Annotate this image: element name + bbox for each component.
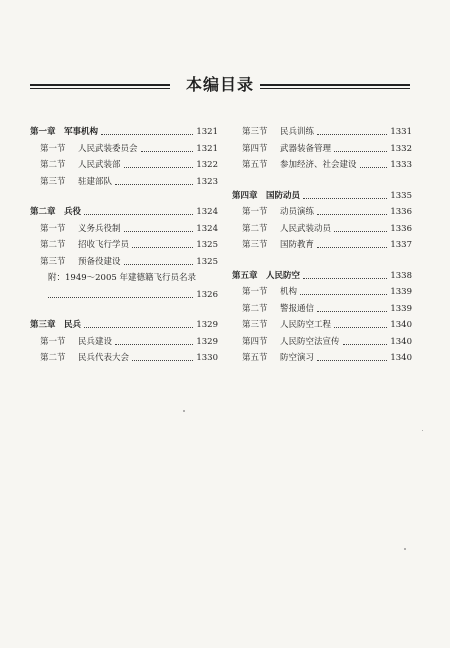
section-entry[interactable] — [232, 301, 412, 318]
page-number: 1340 — [390, 320, 412, 330]
section-title: 人民武装委员会 — [78, 143, 138, 154]
section-entry[interactable] — [232, 124, 412, 141]
appendix-title: 附：1949～2005 年建德籍飞行员名录 — [48, 273, 196, 283]
page-number: 1340 — [390, 336, 412, 347]
section-title: 警报通信 — [280, 303, 315, 314]
leader-dots — [317, 359, 387, 361]
section-title: 国防教育 — [280, 240, 315, 250]
leader-dots — [317, 246, 387, 248]
chapter-title: 国防动员 — [266, 190, 301, 201]
section-number: 第三节 — [40, 176, 66, 187]
chapter-block — [30, 124, 218, 190]
leader-dots — [343, 343, 388, 345]
section-number: 第一节 — [242, 207, 268, 217]
chapter-entry[interactable] — [30, 124, 218, 141]
chapter-title: 兵役 — [64, 207, 82, 217]
chapter-title: 人民防空 — [266, 270, 301, 281]
leader-dots — [303, 197, 387, 199]
section-entry[interactable] — [30, 237, 218, 254]
section-title: 义务兵役制 — [78, 223, 121, 234]
page-number: 1326 — [196, 289, 218, 300]
page-number: 1333 — [390, 160, 412, 170]
chapter-entry[interactable] — [232, 188, 412, 205]
appendix-entry[interactable] — [30, 270, 218, 303]
chapter-block — [30, 204, 218, 303]
page-number: 1331 — [390, 127, 412, 137]
chapter-block — [232, 188, 412, 254]
page-number: 1336 — [390, 207, 412, 217]
leader-dots — [360, 166, 388, 168]
section-number: 第二节 — [40, 353, 66, 363]
chapter-title: 军事机构 — [64, 127, 99, 137]
section-title: 民兵代表大会 — [78, 353, 130, 363]
section-number: 第三节 — [242, 320, 268, 330]
page-number: 1338 — [390, 270, 412, 281]
section-number: 第五节 — [242, 353, 268, 363]
page-number: 1339 — [390, 287, 412, 297]
section-number: 第四节 — [242, 143, 268, 154]
section-entry[interactable] — [232, 221, 412, 238]
section-entry[interactable] — [232, 237, 412, 254]
page-number: 1324 — [196, 207, 218, 217]
section-title: 防空演习 — [280, 353, 315, 363]
page-number: 1329 — [196, 336, 218, 347]
section-number: 第五节 — [242, 160, 268, 170]
section-number: 第三节 — [40, 256, 66, 267]
section-number: 第二节 — [242, 303, 268, 314]
section-entry[interactable] — [30, 254, 218, 271]
chapter-block — [232, 268, 412, 367]
page-number: 1329 — [196, 320, 218, 330]
chapter-entry[interactable] — [232, 268, 412, 285]
section-entry[interactable] — [30, 157, 218, 174]
section-entry[interactable] — [30, 334, 218, 351]
toc-column-left — [30, 124, 218, 381]
page-number: 1337 — [390, 240, 412, 250]
section-entry[interactable] — [232, 204, 412, 221]
leader-dots — [132, 246, 193, 248]
title-rule-left — [30, 84, 170, 89]
section-title: 预备役建设 — [78, 256, 121, 267]
section-entry[interactable] — [232, 141, 412, 158]
section-title: 动员演练 — [280, 207, 315, 217]
section-title: 驻建部队 — [78, 176, 113, 187]
chapter-number: 第三章 — [30, 320, 56, 330]
toc-column-right — [232, 124, 412, 381]
section-number: 第四节 — [242, 336, 268, 347]
section-number: 第一节 — [40, 143, 66, 154]
leader-dots — [334, 326, 387, 328]
page-number: 1321 — [196, 143, 218, 154]
section-title: 民兵建设 — [78, 336, 113, 347]
title-block — [30, 74, 410, 96]
section-entry[interactable] — [232, 157, 412, 174]
page-number: 1324 — [196, 223, 218, 234]
leader-dots — [115, 343, 193, 345]
leader-dots — [84, 213, 193, 215]
section-entry[interactable] — [232, 317, 412, 334]
section-entry[interactable] — [232, 350, 412, 367]
section-entry[interactable] — [232, 334, 412, 351]
page-number: 1332 — [390, 143, 412, 154]
leader-dots — [101, 133, 193, 135]
section-number: 第一节 — [40, 223, 66, 234]
chapter-entry[interactable] — [30, 204, 218, 221]
page-number: 1325 — [196, 256, 218, 267]
page-number: 1322 — [196, 160, 218, 170]
section-title: 参加经济、社会建设 — [280, 160, 357, 170]
section-number: 第三节 — [242, 127, 268, 137]
leader-dots — [132, 359, 193, 361]
leader-dots — [115, 183, 193, 185]
leader-dots — [317, 213, 387, 215]
chapter-block — [232, 124, 412, 174]
chapter-number: 第二章 — [30, 207, 56, 217]
chapter-title: 民兵 — [64, 320, 82, 330]
section-title: 人民防空工程 — [280, 320, 332, 330]
section-entry[interactable] — [30, 174, 218, 191]
section-number: 第二节 — [242, 223, 268, 234]
leader-dots — [124, 230, 194, 232]
section-entry[interactable] — [30, 141, 218, 158]
section-entry[interactable] — [30, 350, 218, 367]
section-title: 人民防空法宣传 — [280, 336, 340, 347]
title-rule-right — [260, 84, 410, 89]
page-number: 1336 — [390, 223, 412, 234]
section-title: 民兵训练 — [280, 127, 315, 137]
section-entry[interactable] — [232, 284, 412, 301]
leader-dots — [317, 310, 387, 312]
page-number: 1339 — [390, 303, 412, 314]
appendix-leader-line — [48, 287, 218, 304]
leader-dots — [334, 150, 387, 152]
section-title: 武器装备管理 — [280, 143, 332, 154]
page-number: 1321 — [196, 127, 218, 137]
section-number: 第一节 — [40, 336, 66, 347]
page-number: 1335 — [390, 190, 412, 201]
scan-speck — [183, 410, 185, 412]
section-title: 机构 — [280, 287, 298, 297]
leader-dots — [317, 133, 387, 135]
section-title: 人民武装部 — [78, 160, 121, 170]
leader-dots — [124, 166, 194, 168]
page-title: 本编目录 — [185, 75, 254, 94]
chapter-number: 第四章 — [232, 190, 258, 201]
leader-dots — [300, 293, 387, 295]
section-title: 招收飞行学员 — [78, 240, 130, 250]
page-number: 1340 — [390, 353, 412, 363]
leader-dots — [334, 230, 387, 232]
leader-dots — [124, 263, 194, 265]
section-number: 第二节 — [40, 240, 66, 250]
scan-speck — [422, 430, 423, 431]
chapter-block — [30, 317, 218, 367]
chapter-number: 第一章 — [30, 127, 56, 137]
leader-dots — [48, 296, 193, 298]
leader-dots — [84, 326, 193, 328]
chapter-number: 第五章 — [232, 270, 258, 281]
chapter-entry[interactable] — [30, 317, 218, 334]
leader-dots — [303, 277, 387, 279]
page-number: 1325 — [196, 240, 218, 250]
section-title: 人民武装动员 — [280, 223, 332, 234]
leader-dots — [141, 150, 194, 152]
page-number: 1330 — [196, 353, 218, 363]
scan-speck — [404, 548, 406, 550]
section-number: 第二节 — [40, 160, 66, 170]
section-number: 第三节 — [242, 240, 268, 250]
page-number: 1323 — [196, 176, 218, 187]
section-number: 第一节 — [242, 287, 268, 297]
section-entry[interactable] — [30, 221, 218, 238]
